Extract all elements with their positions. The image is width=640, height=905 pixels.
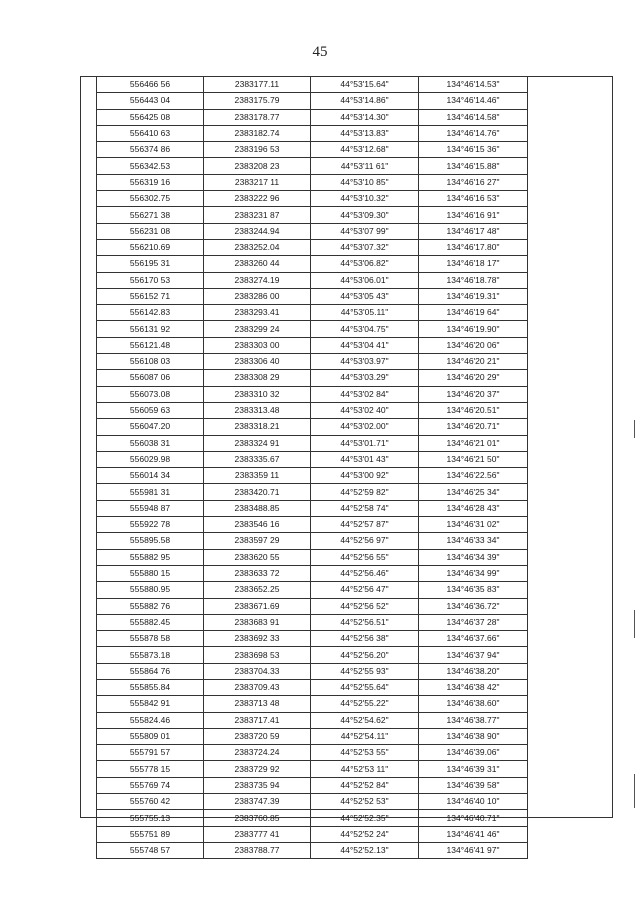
coord-y-cell: 2383177.11 (204, 77, 311, 93)
coord-y-cell: 2383704.33 (204, 663, 311, 679)
latitude-cell: 44°53'14.30" (311, 109, 419, 125)
latitude-cell: 44°53'07 99" (311, 223, 419, 239)
longitude-cell: 134°46'20.51" (419, 402, 528, 418)
coord-x-cell: 556342.53 (97, 158, 204, 174)
coordinates-table (96, 76, 528, 859)
table-row (97, 468, 528, 484)
coord-y-cell: 2383597 29 (204, 533, 311, 549)
table-row (97, 337, 528, 353)
table-row (97, 272, 528, 288)
coord-y-cell: 2383747.39 (204, 794, 311, 810)
table-row (97, 174, 528, 190)
longitude-cell: 134°46'25 34" (419, 484, 528, 500)
coord-y-cell: 2383633 72 (204, 565, 311, 581)
latitude-cell: 44°52'56.46" (311, 565, 419, 581)
latitude-cell: 44°52'56 38" (311, 631, 419, 647)
latitude-cell: 44°52'55.64" (311, 679, 419, 695)
coord-x-cell: 555748 57 (97, 842, 204, 858)
longitude-cell: 134°46'40 10" (419, 794, 528, 810)
coord-x-cell: 555882 95 (97, 549, 204, 565)
coord-y-cell: 2383546 16 (204, 517, 311, 533)
table-row (97, 386, 528, 402)
latitude-cell: 44°53'15.64" (311, 77, 419, 93)
longitude-cell: 134°46'41 97" (419, 842, 528, 858)
longitude-cell: 134°46'14.53" (419, 77, 528, 93)
longitude-cell: 134°46'20 29" (419, 370, 528, 386)
coord-x-cell: 555922 78 (97, 517, 204, 533)
coord-x-cell: 556443 04 (97, 93, 204, 109)
latitude-cell: 44°53'13.83" (311, 125, 419, 141)
table-row (97, 614, 528, 630)
coord-x-cell: 555895.58 (97, 533, 204, 549)
coord-x-cell: 555981 31 (97, 484, 204, 500)
coord-x-cell: 556047.20 (97, 419, 204, 435)
latitude-cell: 44°52'52.35" (311, 810, 419, 826)
latitude-cell: 44°53'12.68" (311, 142, 419, 158)
latitude-cell: 44°53'10 85" (311, 174, 419, 190)
table-row (97, 728, 528, 744)
coord-x-cell: 556195 31 (97, 256, 204, 272)
table-row (97, 239, 528, 255)
coord-y-cell: 2383208 23 (204, 158, 311, 174)
latitude-cell: 44°53'09.30" (311, 207, 419, 223)
coord-x-cell: 556152 71 (97, 288, 204, 304)
latitude-cell: 44°52'53 55" (311, 745, 419, 761)
table-row (97, 77, 528, 93)
coord-y-cell: 2383303 00 (204, 337, 311, 353)
latitude-cell: 44°53'03.29" (311, 370, 419, 386)
longitude-cell: 134°46'40.71" (419, 810, 528, 826)
coord-x-cell: 556271 38 (97, 207, 204, 223)
coord-x-cell: 556319 16 (97, 174, 204, 190)
coord-y-cell: 2383683 91 (204, 614, 311, 630)
latitude-cell: 44°52'56.51" (311, 614, 419, 630)
table-row (97, 745, 528, 761)
table-row (97, 142, 528, 158)
latitude-cell: 44°53'02 84" (311, 386, 419, 402)
coord-x-cell: 556014 34 (97, 468, 204, 484)
coord-y-cell: 2383222 96 (204, 191, 311, 207)
coord-x-cell: 556231 08 (97, 223, 204, 239)
latitude-cell: 44°52'52 24" (311, 826, 419, 842)
table-row (97, 549, 528, 565)
coord-y-cell: 2383293.41 (204, 305, 311, 321)
longitude-cell: 134°46'18.78" (419, 272, 528, 288)
coord-x-cell: 555778 15 (97, 761, 204, 777)
latitude-cell: 44°53'04.75" (311, 321, 419, 337)
coord-y-cell: 2383260 44 (204, 256, 311, 272)
longitude-cell: 134°46'38.20" (419, 663, 528, 679)
coord-y-cell: 2383231 87 (204, 207, 311, 223)
coord-x-cell: 555751 89 (97, 826, 204, 842)
table-row (97, 565, 528, 581)
table-row (97, 810, 528, 826)
longitude-cell: 134°46'19.90" (419, 321, 528, 337)
coord-y-cell: 2383717.41 (204, 712, 311, 728)
latitude-cell: 44°52'56 47" (311, 582, 419, 598)
longitude-cell: 134°46'39 31" (419, 761, 528, 777)
latitude-cell: 44°53'02 40" (311, 402, 419, 418)
table-row (97, 484, 528, 500)
longitude-cell: 134°46'15 36" (419, 142, 528, 158)
longitude-cell: 134°46'20 06" (419, 337, 528, 353)
table-row (97, 631, 528, 647)
coord-y-cell: 2383286 00 (204, 288, 311, 304)
latitude-cell: 44°52'59 82" (311, 484, 419, 500)
coord-y-cell: 2383306 40 (204, 354, 311, 370)
latitude-cell: 44°53'01.71" (311, 435, 419, 451)
coord-x-cell: 556210.69 (97, 239, 204, 255)
coord-x-cell: 556038 31 (97, 435, 204, 451)
coord-y-cell: 2383420.71 (204, 484, 311, 500)
coord-x-cell: 555948 87 (97, 500, 204, 516)
longitude-cell: 134°46'18 17" (419, 256, 528, 272)
table-row (97, 761, 528, 777)
longitude-cell: 134°46'33 34" (419, 533, 528, 549)
latitude-cell: 44°53'03.97" (311, 354, 419, 370)
table-row (97, 109, 528, 125)
coord-y-cell: 2383175.79 (204, 93, 311, 109)
longitude-cell: 134°46'31 02" (419, 517, 528, 533)
coord-x-cell: 555842 91 (97, 696, 204, 712)
coord-x-cell: 555864 76 (97, 663, 204, 679)
coord-y-cell: 2383760.85 (204, 810, 311, 826)
latitude-cell: 44°52'54.11" (311, 728, 419, 744)
scan-artifact-line (634, 610, 635, 638)
table-row (97, 191, 528, 207)
coord-x-cell: 556302.75 (97, 191, 204, 207)
coord-x-cell: 555791 57 (97, 745, 204, 761)
latitude-cell: 44°53'11 61" (311, 158, 419, 174)
table-row (97, 777, 528, 793)
latitude-cell: 44°53'14.86" (311, 93, 419, 109)
coord-y-cell: 2383299 24 (204, 321, 311, 337)
table-row (97, 842, 528, 858)
coord-y-cell: 2383488.85 (204, 500, 311, 516)
coord-x-cell: 555809 01 (97, 728, 204, 744)
longitude-cell: 134°46'34 99" (419, 565, 528, 581)
scan-artifact-line (634, 774, 635, 808)
longitude-cell: 134°46'22.56" (419, 468, 528, 484)
latitude-cell: 44°53'02.00" (311, 419, 419, 435)
coord-y-cell: 2383217 11 (204, 174, 311, 190)
coord-x-cell: 556466 56 (97, 77, 204, 93)
latitude-cell: 44°53'05 43" (311, 288, 419, 304)
table-row (97, 321, 528, 337)
latitude-cell: 44°52'55.22" (311, 696, 419, 712)
coord-y-cell: 2383359 11 (204, 468, 311, 484)
longitude-cell: 134°46'37 28" (419, 614, 528, 630)
coord-x-cell: 556425 08 (97, 109, 204, 125)
table-row (97, 207, 528, 223)
latitude-cell: 44°53'04 41" (311, 337, 419, 353)
coordinates-table-body (97, 77, 528, 859)
longitude-cell: 134°46'16 53" (419, 191, 528, 207)
table-row (97, 354, 528, 370)
coord-y-cell: 2383652.25 (204, 582, 311, 598)
longitude-cell: 134°46'21 50" (419, 451, 528, 467)
latitude-cell: 44°52'56 55" (311, 549, 419, 565)
coord-x-cell: 556410 63 (97, 125, 204, 141)
coord-x-cell: 556131 92 (97, 321, 204, 337)
latitude-cell: 44°52'53 11" (311, 761, 419, 777)
latitude-cell: 44°52'52 53" (311, 794, 419, 810)
longitude-cell: 134°46'14.46" (419, 93, 528, 109)
coord-x-cell: 555880.95 (97, 582, 204, 598)
coord-y-cell: 2383788.77 (204, 842, 311, 858)
longitude-cell: 134°46'14.76" (419, 125, 528, 141)
table-row (97, 533, 528, 549)
coord-x-cell: 555882 76 (97, 598, 204, 614)
coord-y-cell: 2383671.69 (204, 598, 311, 614)
table-row (97, 451, 528, 467)
latitude-cell: 44°52'56.20" (311, 647, 419, 663)
table-row (97, 256, 528, 272)
table-row (97, 598, 528, 614)
longitude-cell: 134°46'17.80" (419, 239, 528, 255)
coord-y-cell: 2383313.48 (204, 402, 311, 418)
coord-y-cell: 2383196 53 (204, 142, 311, 158)
coord-y-cell: 2383729 92 (204, 761, 311, 777)
longitude-cell: 134°46'14.58" (419, 109, 528, 125)
table-row (97, 794, 528, 810)
coord-x-cell: 555882.45 (97, 614, 204, 630)
latitude-cell: 44°52'57 87" (311, 517, 419, 533)
coord-y-cell: 2383777 41 (204, 826, 311, 842)
coord-y-cell: 2383308 29 (204, 370, 311, 386)
coord-x-cell: 555769 74 (97, 777, 204, 793)
longitude-cell: 134°46'19.31" (419, 288, 528, 304)
table-row (97, 826, 528, 842)
coord-y-cell: 2383620 55 (204, 549, 311, 565)
longitude-cell: 134°46'28 43" (419, 500, 528, 516)
coord-y-cell: 2383318.21 (204, 419, 311, 435)
coordinates-table-frame (80, 76, 613, 856)
longitude-cell: 134°46'37 94" (419, 647, 528, 663)
table-row (97, 305, 528, 321)
latitude-cell: 44°53'07.32" (311, 239, 419, 255)
coord-x-cell: 556170 53 (97, 272, 204, 288)
longitude-cell: 134°46'16 27" (419, 174, 528, 190)
latitude-cell: 44°52'52 84" (311, 777, 419, 793)
longitude-cell: 134°46'39.06" (419, 745, 528, 761)
longitude-cell: 134°46'16 91" (419, 207, 528, 223)
table-row (97, 93, 528, 109)
longitude-cell: 134°46'19 64" (419, 305, 528, 321)
coord-y-cell: 2383310 32 (204, 386, 311, 402)
longitude-cell: 134°46'38 90" (419, 728, 528, 744)
table-row (97, 158, 528, 174)
table-row (97, 370, 528, 386)
coord-y-cell: 2383713 48 (204, 696, 311, 712)
longitude-cell: 134°46'41 46" (419, 826, 528, 842)
coord-y-cell: 2383720 59 (204, 728, 311, 744)
latitude-cell: 44°52'55 93" (311, 663, 419, 679)
latitude-cell: 44°53'00 92" (311, 468, 419, 484)
table-row (97, 712, 528, 728)
coord-x-cell: 556374 86 (97, 142, 204, 158)
longitude-cell: 134°46'36.72" (419, 598, 528, 614)
table-row (97, 500, 528, 516)
coord-y-cell: 2383735 94 (204, 777, 311, 793)
latitude-cell: 44°53'06.01" (311, 272, 419, 288)
coord-y-cell: 2383324 91 (204, 435, 311, 451)
latitude-cell: 44°52'52.13" (311, 842, 419, 858)
coord-x-cell: 555880 15 (97, 565, 204, 581)
latitude-cell: 44°52'58 74" (311, 500, 419, 516)
longitude-cell: 134°46'37.66" (419, 631, 528, 647)
table-row (97, 517, 528, 533)
coord-y-cell: 2383182.74 (204, 125, 311, 141)
latitude-cell: 44°52'54.62" (311, 712, 419, 728)
table-row (97, 663, 528, 679)
coord-x-cell: 556029.98 (97, 451, 204, 467)
coord-x-cell: 555760 42 (97, 794, 204, 810)
coord-y-cell: 2383709.43 (204, 679, 311, 695)
longitude-cell: 134°46'38.77" (419, 712, 528, 728)
longitude-cell: 134°46'38.60" (419, 696, 528, 712)
coord-y-cell: 2383252.04 (204, 239, 311, 255)
coord-x-cell: 555878 58 (97, 631, 204, 647)
longitude-cell: 134°46'21 01" (419, 435, 528, 451)
longitude-cell: 134°46'38 42" (419, 679, 528, 695)
table-row (97, 679, 528, 695)
coord-y-cell: 2383335.67 (204, 451, 311, 467)
coord-y-cell: 2383244.94 (204, 223, 311, 239)
coord-x-cell: 555855.84 (97, 679, 204, 695)
table-row (97, 125, 528, 141)
table-row (97, 582, 528, 598)
coord-x-cell: 555824.46 (97, 712, 204, 728)
table-row (97, 223, 528, 239)
latitude-cell: 44°52'56 97" (311, 533, 419, 549)
table-row (97, 288, 528, 304)
table-row (97, 435, 528, 451)
table-row (97, 696, 528, 712)
page-number: 45 (312, 44, 328, 60)
longitude-cell: 134°46'15.88" (419, 158, 528, 174)
coord-y-cell: 2383698 53 (204, 647, 311, 663)
latitude-cell: 44°53'05.11" (311, 305, 419, 321)
longitude-cell: 134°46'34 39" (419, 549, 528, 565)
coord-x-cell: 556073.08 (97, 386, 204, 402)
longitude-cell: 134°46'20 37" (419, 386, 528, 402)
coord-x-cell: 556059 63 (97, 402, 204, 418)
latitude-cell: 44°53'06.82" (311, 256, 419, 272)
coord-x-cell: 556142.83 (97, 305, 204, 321)
coord-y-cell: 2383724.24 (204, 745, 311, 761)
coord-x-cell: 555873.18 (97, 647, 204, 663)
coord-x-cell: 555755.13 (97, 810, 204, 826)
coord-y-cell: 2383692 33 (204, 631, 311, 647)
longitude-cell: 134°46'39 58" (419, 777, 528, 793)
table-row (97, 647, 528, 663)
table-row (97, 402, 528, 418)
longitude-cell: 134°46'35 83" (419, 582, 528, 598)
latitude-cell: 44°53'01 43" (311, 451, 419, 467)
longitude-cell: 134°46'20.71" (419, 419, 528, 435)
coord-x-cell: 556087 06 (97, 370, 204, 386)
longitude-cell: 134°46'17 48" (419, 223, 528, 239)
coord-y-cell: 2383178.77 (204, 109, 311, 125)
longitude-cell: 134°46'20 21" (419, 354, 528, 370)
scan-artifact-line (634, 420, 635, 438)
coord-x-cell: 556121.48 (97, 337, 204, 353)
latitude-cell: 44°52'56 52" (311, 598, 419, 614)
coord-y-cell: 2383274.19 (204, 272, 311, 288)
coord-x-cell: 556108 03 (97, 354, 204, 370)
latitude-cell: 44°53'10.32" (311, 191, 419, 207)
table-row (97, 419, 528, 435)
